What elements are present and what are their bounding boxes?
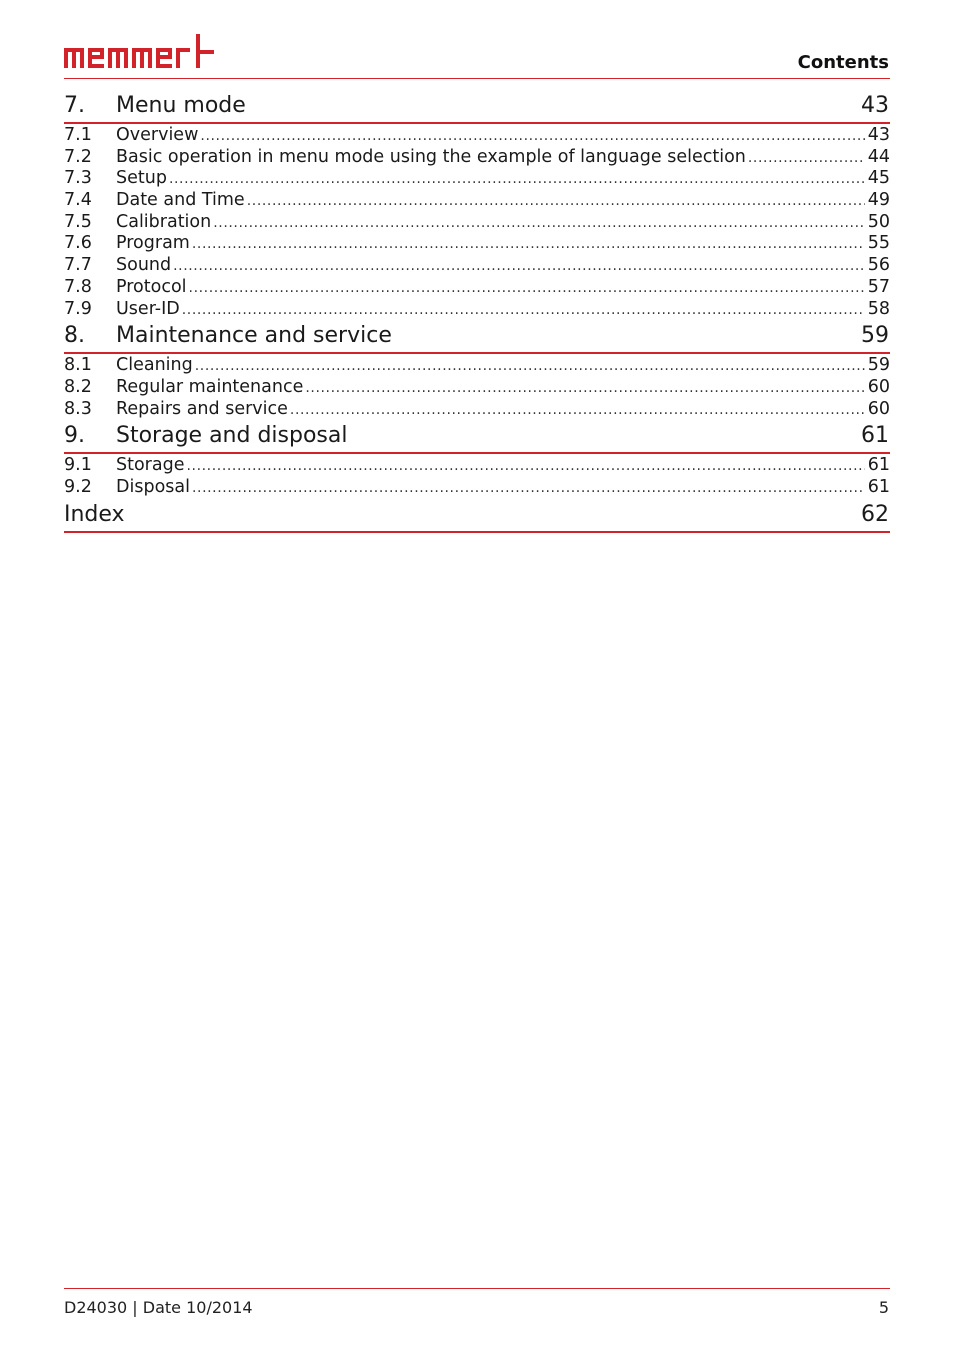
entry-title: Regular maintenance bbox=[116, 376, 304, 397]
entry-page: 50 bbox=[867, 211, 890, 232]
header-title: Contents bbox=[797, 52, 889, 73]
chapter-number: 7. bbox=[64, 93, 85, 118]
toc-index[interactable] bbox=[64, 501, 890, 533]
toc-chapter-8[interactable] bbox=[64, 322, 890, 354]
entry-number: 7.5 bbox=[64, 211, 92, 232]
toc-entries-7 bbox=[64, 124, 890, 322]
entry-page: 57 bbox=[867, 276, 890, 297]
footer-page-number: 5 bbox=[878, 1298, 889, 1317]
entry-title: Basic operation in menu mode using the example of language selection bbox=[116, 146, 746, 167]
toc-entry[interactable] bbox=[64, 125, 890, 147]
entry-number: 9.2 bbox=[64, 476, 92, 497]
entry-page: 49 bbox=[867, 190, 890, 211]
dot-leader bbox=[192, 477, 865, 500]
entry-number: 8.2 bbox=[64, 376, 92, 397]
toc-entry[interactable] bbox=[64, 477, 890, 499]
footer-rule bbox=[64, 1288, 890, 1289]
entry-number: 7.1 bbox=[64, 125, 92, 145]
chapter-page: 43 bbox=[861, 93, 889, 118]
entry-title: Cleaning bbox=[116, 355, 193, 376]
toc-entry[interactable] bbox=[64, 168, 890, 190]
entry-page: 56 bbox=[867, 255, 890, 276]
entry-title: Disposal bbox=[116, 476, 190, 497]
dot-leader bbox=[169, 168, 865, 191]
chapter-number: 9. bbox=[64, 423, 85, 449]
entry-number: 8.3 bbox=[64, 398, 92, 419]
dot-leader bbox=[213, 212, 865, 235]
memmert-logo bbox=[64, 32, 216, 72]
toc-entry[interactable] bbox=[64, 233, 890, 255]
entry-page: 60 bbox=[867, 398, 890, 419]
entry-number: 8.1 bbox=[64, 355, 92, 376]
entry-number: 7.7 bbox=[64, 255, 92, 276]
index-page: 62 bbox=[861, 501, 889, 527]
toc-entries-9 bbox=[64, 454, 890, 500]
dot-leader bbox=[189, 277, 865, 300]
entry-title: Setup bbox=[116, 168, 167, 189]
chapter-title: Menu mode bbox=[116, 93, 246, 118]
toc-entry[interactable] bbox=[64, 147, 890, 169]
chapter-page: 61 bbox=[861, 423, 889, 449]
dot-leader bbox=[192, 233, 865, 256]
entry-page: 43 bbox=[867, 125, 890, 145]
dot-leader bbox=[186, 455, 864, 478]
dot-leader bbox=[182, 299, 865, 322]
entry-title: Storage bbox=[116, 455, 185, 476]
footer-doc-info: D24030 | Date 10/2014 bbox=[64, 1298, 253, 1317]
entry-number: 7.3 bbox=[64, 168, 92, 189]
dot-leader bbox=[173, 255, 865, 278]
entry-page: 59 bbox=[867, 355, 890, 376]
toc-entries-8 bbox=[64, 354, 890, 422]
dot-leader bbox=[290, 399, 865, 422]
toc-chapter-7[interactable] bbox=[64, 92, 890, 124]
toc-entry[interactable] bbox=[64, 399, 890, 421]
header-rule bbox=[64, 78, 890, 79]
entry-page: 61 bbox=[867, 455, 890, 476]
toc-entry[interactable] bbox=[64, 355, 890, 377]
dot-leader bbox=[200, 125, 864, 148]
toc-entry[interactable] bbox=[64, 299, 890, 321]
entry-title: Program bbox=[116, 233, 190, 254]
entry-number: 7.4 bbox=[64, 190, 92, 211]
table-of-contents bbox=[64, 92, 890, 533]
chapter-title: Storage and disposal bbox=[116, 423, 348, 449]
entry-page: 55 bbox=[867, 233, 890, 254]
entry-page: 45 bbox=[867, 168, 890, 189]
entry-page: 61 bbox=[867, 476, 890, 497]
toc-entry[interactable] bbox=[64, 455, 890, 477]
entry-number: 7.6 bbox=[64, 233, 92, 254]
toc-entry[interactable] bbox=[64, 190, 890, 212]
entry-title: Date and Time bbox=[116, 190, 245, 211]
toc-entry[interactable] bbox=[64, 377, 890, 399]
entry-page: 60 bbox=[867, 376, 890, 397]
entry-title: Repairs and service bbox=[116, 398, 288, 419]
dot-leader bbox=[195, 355, 865, 378]
entry-title: Protocol bbox=[116, 276, 187, 297]
entry-number: 7.9 bbox=[64, 298, 92, 319]
entry-title: Overview bbox=[116, 125, 199, 145]
dot-leader bbox=[305, 377, 864, 400]
entry-page: 44 bbox=[867, 146, 890, 167]
chapter-page: 59 bbox=[861, 323, 889, 349]
toc-entry[interactable] bbox=[64, 255, 890, 277]
entry-number: 9.1 bbox=[64, 455, 92, 476]
toc-entry[interactable] bbox=[64, 212, 890, 234]
entry-title: User-ID bbox=[116, 298, 180, 319]
entry-number: 7.2 bbox=[64, 146, 92, 167]
entry-page: 58 bbox=[867, 298, 890, 319]
entry-title: Sound bbox=[116, 255, 172, 276]
entry-number: 7.8 bbox=[64, 276, 92, 297]
chapter-title: Maintenance and service bbox=[116, 323, 392, 349]
dot-leader bbox=[748, 147, 865, 170]
toc-entry[interactable] bbox=[64, 277, 890, 299]
dot-leader bbox=[247, 190, 865, 213]
entry-title: Calibration bbox=[116, 211, 212, 232]
index-title: Index bbox=[64, 501, 125, 527]
toc-chapter-9[interactable] bbox=[64, 422, 890, 454]
chapter-number: 8. bbox=[64, 323, 85, 349]
